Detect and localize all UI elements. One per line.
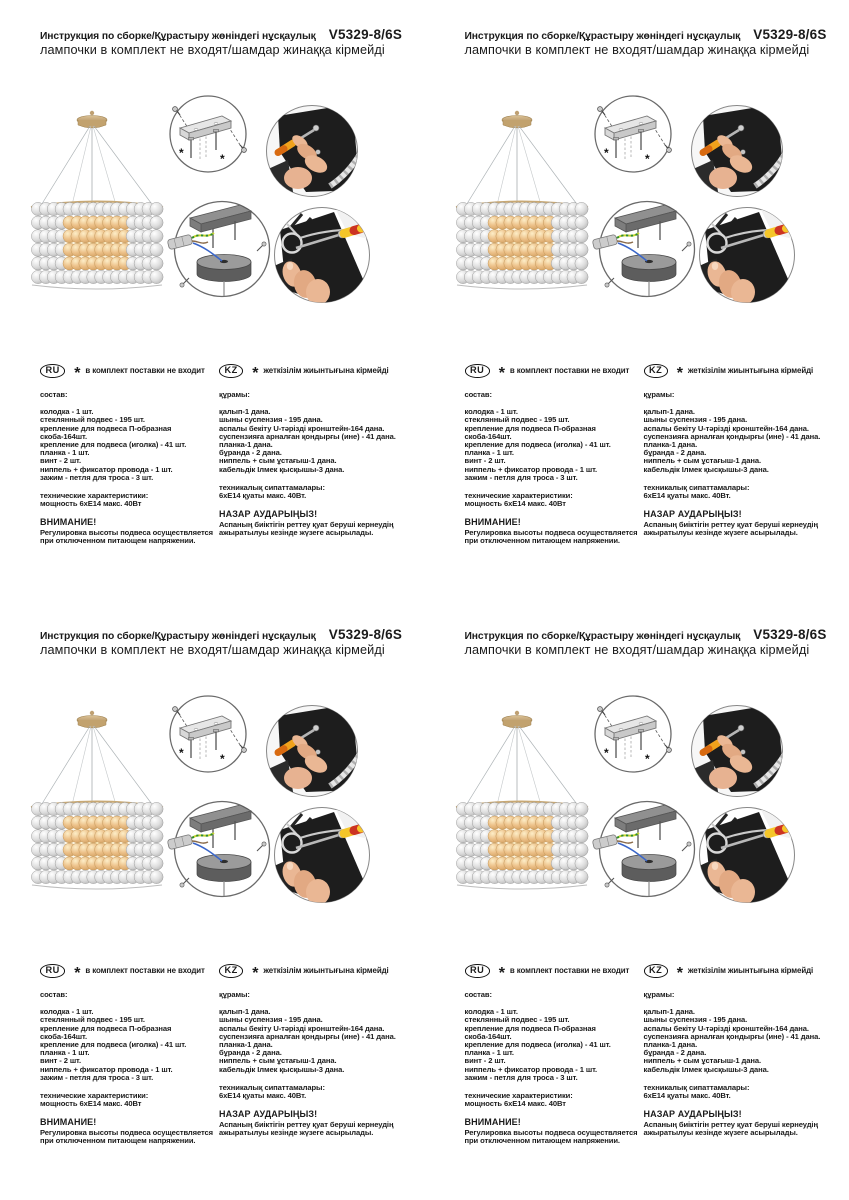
- instruction-panel: [425, 0, 849, 600]
- component-list-item: кабельдік Ілмек қысқышы-3 дана.: [219, 1064, 345, 1074]
- cable-loop-adjust-photo-icon: [274, 808, 372, 906]
- mounting-bracket-screws-diagram-icon: [595, 696, 671, 772]
- component-list-item: планка-1 дана.: [643, 1040, 698, 1050]
- panel-header: [465, 27, 827, 57]
- component-list-item: суспензияға арналған қондырғы (ине) - 41 дана.: [643, 1031, 821, 1041]
- component-list-item: крепление для подвеса П-образная скоба-164шт.: [40, 1023, 172, 1041]
- model-number: V5329-8/6S: [753, 27, 827, 42]
- component-list-item: ниппель + фиксатор провода - 1 шт.: [464, 1064, 598, 1074]
- canopy-wiring-diagram-icon: [592, 202, 694, 297]
- ru-component-list: [40, 1008, 220, 1082]
- assembly-illustration: [30, 690, 380, 910]
- warning-line: ажыратылуы кезінде жүзеге асырылады.: [643, 528, 798, 538]
- kz-warning-title: НАЗАР АУДАРЫҢЫЗ!: [219, 1109, 318, 1120]
- kz-warning-text: [644, 521, 846, 537]
- cable-loop-adjust-photo-icon: [699, 208, 797, 306]
- kz-language-badge: KZ: [644, 964, 668, 978]
- kz-specs: [644, 1084, 846, 1100]
- kz-not-included-note: жеткізілім жиынтығына кірмейді: [687, 366, 814, 376]
- ru-language-badge: RU: [40, 364, 65, 378]
- component-list-item: шыны суспензия - 195 дана.: [219, 1015, 323, 1025]
- not-included-asterisk: *: [220, 752, 225, 766]
- kz-list-title: құрамы:: [219, 990, 250, 999]
- panel-title-line: [40, 627, 402, 642]
- component-list-item: стеклянный подвес - 195 шт.: [40, 415, 145, 425]
- warning-line: при отключенном питающем напряжении.: [464, 536, 620, 546]
- not-included-asterisk: *: [603, 746, 609, 760]
- warning-line: ажыратылуы кезінде жүзеге асырылады.: [643, 1128, 798, 1138]
- panel-title: Инструкция по сборке/Құрастыру жөніндегі нұсқаулық: [40, 631, 316, 642]
- kz-component-list: [644, 1008, 846, 1074]
- chandelier-product-image: [31, 711, 163, 889]
- ru-specs: [40, 492, 220, 508]
- kz-specs-title: техникалық сипаттамалары:: [219, 1082, 325, 1092]
- kz-section: [219, 964, 421, 1137]
- warning-line: Аспаның биіктігін реттеу қуат беруші кернеудің: [643, 1119, 818, 1129]
- warning-line: при отключенном питающем напряжении.: [464, 1136, 620, 1146]
- not-included-asterisk: *: [220, 152, 225, 166]
- mounting-bracket-screws-diagram-icon: [595, 96, 671, 172]
- kz-not-included-note: жеткізілім жиынтығына кірмейді: [263, 366, 389, 376]
- component-list-item: крепление для подвеса (иголка) - 41 шт.: [40, 1040, 187, 1050]
- kz-specs: [644, 484, 846, 500]
- kz-not-included-note: жеткізілім жиынтығына кірмейді: [263, 966, 389, 976]
- screwdriver-ceiling-photo-icon: [691, 104, 785, 198]
- kz-specs-title: техникалық сипаттамалары:: [643, 482, 750, 492]
- panel-header: [465, 627, 827, 657]
- ru-specs-value: мощность 6хЕ14 макс. 40Вт: [40, 499, 142, 509]
- asterisk-icon: *: [74, 365, 81, 382]
- ru-section: [40, 364, 220, 546]
- ru-specs-title: технические характеристики:: [464, 491, 573, 501]
- component-list-item: қалып-1 дана.: [219, 1007, 271, 1017]
- panel-header: [40, 627, 402, 657]
- component-list-item: зажим - петля для троса - 3 шт.: [464, 472, 578, 482]
- component-list-item: планка - 1 шт.: [464, 448, 514, 458]
- mounting-bracket-screws-diagram-icon: [170, 96, 246, 172]
- component-list-item: колодка - 1 шт.: [40, 1007, 94, 1017]
- chandelier-product-image: [31, 111, 163, 289]
- kz-warning-title: НАЗАР АУДАРЫҢЫЗ!: [219, 509, 318, 520]
- ru-specs-title: технические характеристики:: [464, 1091, 573, 1101]
- kz-section: [644, 364, 846, 537]
- panel-title: Инструкция по сборке/Құрастыру жөніндегі нұсқаулық: [464, 631, 741, 642]
- screwdriver-ceiling-photo-icon: [266, 104, 360, 198]
- ru-language-badge: RU: [465, 364, 490, 378]
- component-list-item: крепление для подвеса П-образная скоба-164шт.: [464, 423, 596, 441]
- instruction-panel: [0, 0, 425, 600]
- component-list-item: шыны суспензия - 195 дана.: [643, 1015, 748, 1025]
- warning-line: при отключенном питающем напряжении.: [40, 1136, 196, 1146]
- kz-specs-title: техникалық сипаттамалары:: [219, 482, 325, 492]
- kz-section: [219, 364, 421, 537]
- assembly-illustration: [455, 690, 805, 910]
- component-list-item: крепление для подвеса (иголка) - 41 шт.: [464, 1040, 611, 1050]
- panel-title: Инструкция по сборке/Құрастыру жөніндегі нұсқаулық: [464, 31, 741, 42]
- panel-subtitle: лампочки в комплект не входят/шамдар жинаққа кірмейді: [40, 43, 385, 57]
- ru-badge-row: [465, 364, 645, 382]
- component-list-item: аспалы бекіту U-тәрізді кронштейн-164 дана.: [643, 1023, 809, 1033]
- warning-line: Аспаның биіктігін реттеу қуат беруші кернеудің: [219, 1119, 394, 1129]
- component-list-item: планка - 1 шт.: [40, 448, 90, 458]
- component-list-item: зажим - петля для троса - 3 шт.: [464, 1072, 578, 1082]
- mounting-bracket-screws-diagram-icon: [170, 696, 246, 772]
- warning-line: Аспаның биіктігін реттеу қуат беруші кернеудің: [643, 519, 818, 529]
- ru-not-included-note: в комплект поставки не входит: [509, 366, 630, 376]
- component-list-item: планка - 1 шт.: [464, 1048, 514, 1058]
- kz-specs-value: 6хЕ14 қуаты макс. 40Вт.: [219, 1091, 307, 1101]
- ru-component-list: [465, 408, 645, 482]
- assembly-illustration: [30, 90, 380, 310]
- instruction-panel: [425, 600, 849, 1200]
- component-list-item: винт - 2 шт.: [40, 456, 82, 466]
- component-list-item: ниппель + фиксатор провода - 1 шт.: [40, 464, 173, 474]
- asterisk-icon: *: [498, 965, 505, 982]
- not-included-asterisk: *: [179, 746, 184, 760]
- component-list-item: суспензияға арналған қондырғы (ине) - 41 дана.: [219, 1031, 396, 1041]
- panel-subtitle: лампочки в комплект не входят/шамдар жинаққа кірмейді: [464, 43, 810, 57]
- kz-not-included-note: жеткізілім жиынтығына кірмейді: [687, 966, 814, 976]
- ru-warning-text: [465, 529, 645, 545]
- component-list-item: ниппель + фиксатор провода - 1 шт.: [40, 1064, 173, 1074]
- ru-list-title: состав:: [40, 390, 68, 399]
- ru-warning-title: ВНИМАНИЕ!: [40, 517, 97, 528]
- assembly-illustration: [455, 90, 805, 310]
- component-list-item: аспалы бекіту U-тәрізді кронштейн-164 дана.: [219, 423, 385, 433]
- kz-badge-row: [219, 364, 421, 382]
- component-list-item: аспалы бекіту U-тәрізді кронштейн-164 дана.: [643, 423, 809, 433]
- ru-list-title: состав:: [464, 390, 492, 399]
- kz-badge-row: [644, 964, 846, 982]
- warning-line: Регулировка высоты подвеса осуществляется: [40, 1128, 213, 1138]
- asterisk-icon: *: [676, 365, 683, 382]
- warning-line: Аспаның биіктігін реттеу қуат беруші кернеудің: [219, 519, 394, 529]
- component-list-item: аспалы бекіту U-тәрізді кронштейн-164 дана.: [219, 1023, 385, 1033]
- panel-subtitle: лампочки в комплект не входят/шамдар жинаққа кірмейді: [464, 643, 810, 657]
- ru-language-badge: RU: [40, 964, 65, 978]
- warning-line: ажыратылуы кезінде жүзеге асырылады.: [219, 1128, 374, 1138]
- component-list-item: крепление для подвеса (иголка) - 41 шт.: [40, 440, 187, 450]
- component-list-item: планка-1 дана.: [643, 440, 698, 450]
- model-number: V5329-8/6S: [328, 627, 403, 642]
- ru-warning-text: [40, 529, 220, 545]
- screwdriver-ceiling-photo-icon: [266, 704, 360, 798]
- kz-language-badge: KZ: [644, 364, 668, 378]
- kz-specs-value: 6хЕ14 қуаты макс. 40Вт.: [643, 491, 731, 501]
- kz-component-list: [219, 1008, 421, 1074]
- component-list-item: крепление для подвеса П-образная скоба-164шт.: [40, 423, 172, 441]
- kz-specs: [219, 1084, 421, 1100]
- kz-list-title: құрамы:: [219, 390, 250, 399]
- component-list-item: бұранда - 2 дана.: [219, 1048, 282, 1058]
- kz-language-badge: KZ: [219, 964, 243, 978]
- ru-section: [465, 364, 645, 546]
- ru-specs: [465, 1092, 645, 1108]
- asterisk-icon: *: [252, 965, 259, 982]
- chandelier-product-image: [456, 111, 588, 289]
- ru-section: [40, 964, 220, 1146]
- component-list-item: кабельдік Ілмек қысқышы-3 дана.: [643, 1064, 769, 1074]
- kz-warning-text: [219, 1121, 421, 1137]
- component-list-item: зажим - петля для троса - 3 шт.: [40, 1072, 154, 1082]
- ru-warning-title: ВНИМАНИЕ!: [464, 517, 521, 528]
- kz-specs: [219, 484, 421, 500]
- asterisk-icon: *: [498, 365, 505, 382]
- ru-not-included-note: в комплект поставки не входит: [509, 966, 630, 976]
- kz-specs-title: техникалық сипаттамалары:: [643, 1082, 750, 1092]
- component-list-item: винт - 2 шт.: [40, 1056, 82, 1066]
- component-list-item: ниппель + сым ұстағыш-1 дана.: [219, 456, 337, 466]
- instruction-panel: [0, 600, 425, 1200]
- asterisk-icon: *: [676, 965, 683, 982]
- component-list-item: бұранда - 2 дана.: [643, 448, 707, 458]
- canopy-wiring-diagram-icon: [167, 802, 269, 897]
- component-list-item: стеклянный подвес - 195 шт.: [464, 415, 570, 425]
- chandelier-product-image: [456, 711, 588, 889]
- warning-line: Регулировка высоты подвеса осуществляется: [464, 1128, 638, 1138]
- warning-line: при отключенном питающем напряжении.: [40, 536, 196, 546]
- ru-specs-value: мощность 6хЕ14 макс. 40Вт: [464, 499, 566, 509]
- ru-specs-title: технические характеристики:: [40, 491, 149, 501]
- warning-line: Регулировка высоты подвеса осуществляется: [40, 528, 213, 538]
- kz-specs-value: 6хЕ14 қуаты макс. 40Вт.: [643, 1091, 731, 1101]
- ru-section: [465, 964, 645, 1146]
- ru-badge-row: [40, 364, 220, 382]
- ru-list-title: состав:: [464, 990, 492, 999]
- component-list-item: бұранда - 2 дана.: [643, 1048, 707, 1058]
- kz-warning-title: НАЗАР АУДАРЫҢЫЗ!: [643, 1109, 742, 1120]
- kz-list-title: құрамы:: [643, 390, 675, 399]
- cable-loop-adjust-photo-icon: [274, 208, 372, 306]
- component-list-item: ниппель + сым ұстағыш-1 дана.: [643, 1056, 762, 1066]
- component-list-item: қалып-1 дана.: [643, 407, 695, 417]
- ru-component-list: [465, 1008, 645, 1082]
- ru-language-badge: RU: [465, 964, 490, 978]
- ru-badge-row: [40, 964, 220, 982]
- warning-line: ажыратылуы кезінде жүзеге асырылады.: [219, 528, 374, 538]
- component-list-item: колодка - 1 шт.: [464, 407, 518, 417]
- kz-badge-row: [644, 364, 846, 382]
- not-included-asterisk: *: [179, 146, 184, 160]
- component-list-item: колодка - 1 шт.: [464, 1007, 518, 1017]
- cable-loop-adjust-photo-icon: [699, 808, 797, 906]
- panel-title-line: [465, 27, 827, 42]
- component-list-item: крепление для подвеса (иголка) - 41 шт.: [464, 440, 611, 450]
- ru-specs-value: мощность 6хЕ14 макс. 40Вт: [464, 1099, 566, 1109]
- ru-specs-value: мощность 6хЕ14 макс. 40Вт: [40, 1099, 142, 1109]
- canopy-wiring-diagram-icon: [167, 202, 269, 297]
- component-list-item: кабельдік Ілмек қысқышы-3 дана.: [219, 464, 345, 474]
- not-included-asterisk: *: [644, 752, 650, 766]
- ru-not-included-note: в комплект поставки не входит: [85, 366, 205, 376]
- ru-not-included-note: в комплект поставки не входит: [85, 966, 205, 976]
- component-list-item: колодка - 1 шт.: [40, 407, 94, 417]
- ru-list-title: состав:: [40, 990, 68, 999]
- kz-list-title: құрамы:: [643, 990, 675, 999]
- kz-warning-title: НАЗАР АУДАРЫҢЫЗ!: [643, 509, 742, 520]
- component-list-item: планка-1 дана.: [219, 1040, 273, 1050]
- ru-warning-title: ВНИМАНИЕ!: [464, 1117, 521, 1128]
- kz-specs-value: 6хЕ14 қуаты макс. 40Вт.: [219, 491, 307, 501]
- ru-specs-title: технические характеристики:: [40, 1091, 149, 1101]
- ru-warning-title: ВНИМАНИЕ!: [40, 1117, 97, 1128]
- kz-warning-text: [219, 521, 421, 537]
- component-list-item: қалып-1 дана.: [643, 1007, 695, 1017]
- component-list-item: бұранда - 2 дана.: [219, 448, 282, 458]
- component-list-item: планка-1 дана.: [219, 440, 273, 450]
- asterisk-icon: *: [252, 365, 259, 382]
- ru-badge-row: [465, 964, 645, 982]
- component-list-item: зажим - петля для троса - 3 шт.: [40, 472, 154, 482]
- not-included-asterisk: *: [644, 152, 650, 166]
- component-list-item: планка - 1 шт.: [40, 1048, 90, 1058]
- component-list-item: крепление для подвеса П-образная скоба-164шт.: [464, 1023, 596, 1041]
- ru-specs: [465, 492, 645, 508]
- component-list-item: ниппель + сым ұстағыш-1 дана.: [219, 1056, 337, 1066]
- warning-line: Регулировка высоты подвеса осуществляется: [464, 528, 638, 538]
- kz-section: [644, 964, 846, 1137]
- ru-warning-text: [465, 1129, 645, 1145]
- component-list-item: шыны суспензия - 195 дана.: [643, 415, 748, 425]
- kz-warning-text: [644, 1121, 846, 1137]
- component-list-item: винт - 2 шт.: [464, 456, 506, 466]
- component-list-item: стеклянный подвес - 195 шт.: [464, 1015, 570, 1025]
- component-list-item: кабельдік Ілмек қысқышы-3 дана.: [643, 464, 769, 474]
- not-included-asterisk: *: [603, 146, 609, 160]
- canopy-wiring-diagram-icon: [592, 802, 694, 897]
- component-list-item: қалып-1 дана.: [219, 407, 271, 417]
- component-list-item: суспензияға арналған қондырғы (ине) - 41 дана.: [643, 431, 821, 441]
- asterisk-icon: *: [74, 965, 81, 982]
- panel-title-line: [40, 27, 402, 42]
- panel-subtitle: лампочки в комплект не входят/шамдар жинаққа кірмейді: [40, 643, 385, 657]
- screwdriver-ceiling-photo-icon: [691, 704, 785, 798]
- component-list-item: ниппель + сым ұстағыш-1 дана.: [643, 456, 762, 466]
- model-number: V5329-8/6S: [328, 27, 403, 42]
- ru-component-list: [40, 408, 220, 482]
- kz-badge-row: [219, 964, 421, 982]
- kz-component-list: [219, 408, 421, 474]
- kz-component-list: [644, 408, 846, 474]
- panel-header: [40, 27, 402, 57]
- component-list-item: ниппель + фиксатор провода - 1 шт.: [464, 464, 598, 474]
- component-list-item: шыны суспензия - 195 дана.: [219, 415, 323, 425]
- ru-specs: [40, 1092, 220, 1108]
- kz-language-badge: KZ: [219, 364, 243, 378]
- model-number: V5329-8/6S: [753, 627, 827, 642]
- component-list-item: суспензияға арналған қондырғы (ине) - 41 дана.: [219, 431, 396, 441]
- panel-title: Инструкция по сборке/Құрастыру жөніндегі нұсқаулық: [40, 31, 316, 42]
- component-list-item: винт - 2 шт.: [464, 1056, 506, 1066]
- ru-warning-text: [40, 1129, 220, 1145]
- panel-title-line: [465, 627, 827, 642]
- component-list-item: стеклянный подвес - 195 шт.: [40, 1015, 145, 1025]
